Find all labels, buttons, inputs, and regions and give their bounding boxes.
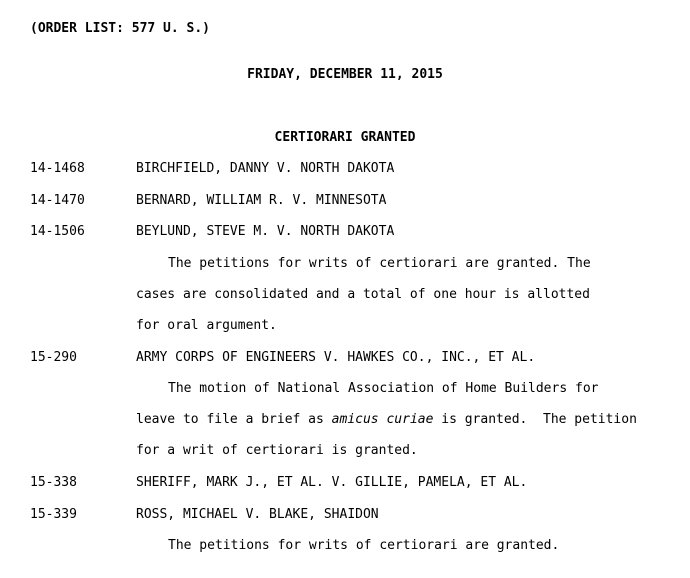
order-text-line — [136, 412, 637, 428]
order-text-line: for a writ of certiorari is granted. — [136, 443, 418, 458]
order-text-segment: leave to file a brief as — [136, 412, 332, 427]
docket-number: 14-1468 — [30, 161, 85, 176]
docket-number: 15-338 — [30, 475, 77, 490]
order-list-heading: (ORDER LIST: 577 U. S.) — [30, 21, 211, 36]
order-date: FRIDAY, DECEMBER 11, 2015 — [247, 67, 443, 82]
docket-number: 15-339 — [30, 507, 77, 522]
order-text-line: The petitions for writs of certiorari are granted. — [168, 538, 560, 553]
order-text-line: for oral argument. — [136, 318, 277, 333]
order-text-line: The petitions for writs of certiorari are granted. The — [168, 256, 591, 271]
case-caption: BERNARD, WILLIAM R. V. MINNESOTA — [136, 193, 387, 208]
case-caption: BIRCHFIELD, DANNY V. NORTH DAKOTA — [136, 161, 395, 176]
docket-number: 14-1470 — [30, 193, 85, 208]
order-text-segment: is granted. The petition — [433, 412, 637, 427]
section-title: CERTIORARI GRANTED — [274, 130, 416, 145]
docket-number: 14-1506 — [30, 224, 85, 239]
case-caption: SHERIFF, MARK J., ET AL. V. GILLIE, PAMELA, ET AL. — [136, 475, 528, 490]
docket-number: 15-290 — [30, 350, 77, 365]
case-caption: BEYLUND, STEVE M. V. NORTH DAKOTA — [136, 224, 395, 239]
case-caption: ROSS, MICHAEL V. BLAKE, SHAIDON — [136, 507, 379, 522]
order-text-line: cases are consolidated and a total of one hour is allotted — [136, 287, 590, 302]
italic-term: amicus curiae — [331, 412, 434, 427]
case-caption: ARMY CORPS OF ENGINEERS V. HAWKES CO., INC., ET AL. — [136, 350, 536, 365]
order-text-line: The motion of National Association of Home Builders for — [168, 381, 599, 396]
